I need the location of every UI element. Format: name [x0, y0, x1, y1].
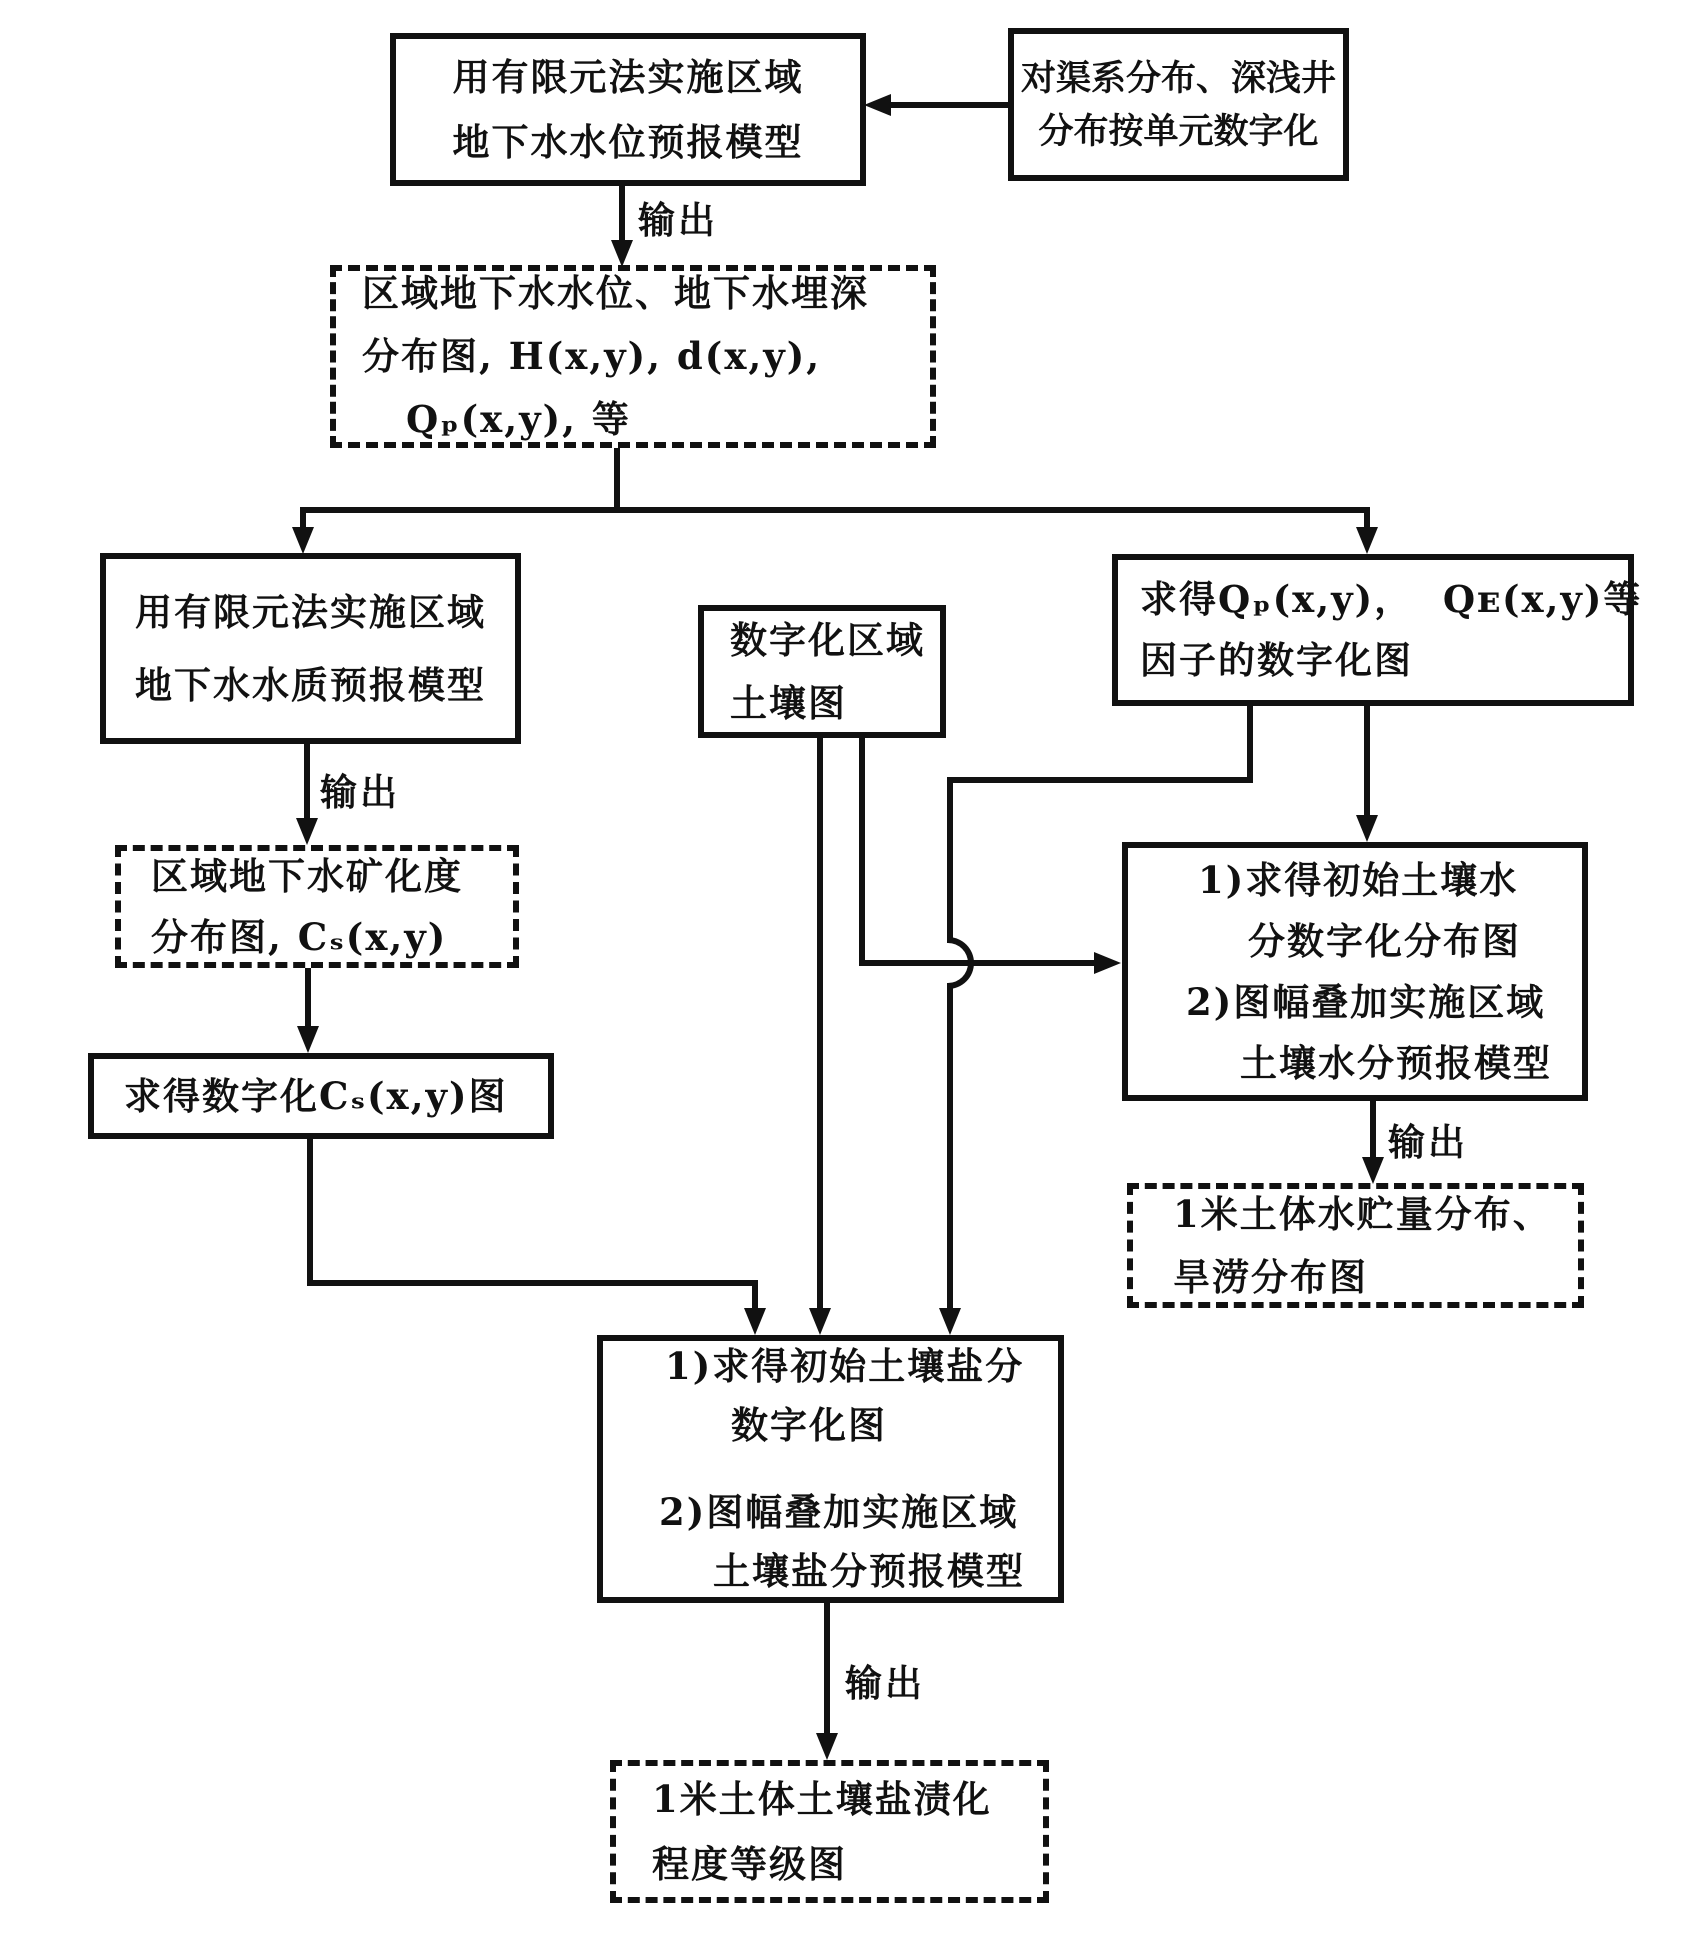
arrowhead-down-icon — [292, 527, 314, 554]
node-text-line: 1米土体土壤盐渍化 — [652, 1776, 992, 1821]
node-text-line: 土壤水分预报模型 — [1240, 1040, 1552, 1085]
edge-cs-drop — [752, 1280, 758, 1310]
edge-soilmap-to-salt — [817, 738, 823, 1310]
edge-digitize-to-waterlevel — [888, 102, 1010, 108]
node-water-storage-map — [1127, 1183, 1584, 1308]
node-text-line: 求得Qₚ(x,y)， Qᴇ(x,y)等 — [1140, 577, 1643, 621]
node-water-quality-model — [100, 553, 521, 744]
edge-qp-drop-upper — [947, 777, 953, 939]
edge-qp-down — [1247, 706, 1253, 783]
arrowhead-down-icon — [816, 1733, 838, 1760]
arrowhead-down-icon — [809, 1308, 831, 1335]
node-soil-water-model — [1122, 842, 1588, 1101]
edge-label-output: 输出 — [1388, 1120, 1468, 1164]
node-soil-salt-model — [597, 1335, 1064, 1603]
edge-cs-horizontal — [307, 1280, 758, 1286]
node-cs-digitized — [88, 1053, 554, 1139]
node-text-line: Qₚ(x,y), 等 — [406, 397, 631, 441]
edge-qp-horizontal — [947, 777, 1253, 783]
node-text-line: 地下水水质预报模型 — [135, 662, 486, 707]
edge-soilwater-to-storage — [1370, 1101, 1376, 1159]
edge-outputmaps-stem — [614, 448, 620, 510]
arrowhead-right-icon — [1094, 952, 1121, 974]
node-salinization-map — [610, 1760, 1049, 1903]
edge-qp-drop-lower — [947, 987, 953, 1309]
node-text-line: 区域地下水矿化度 — [151, 853, 463, 898]
edge-cs-down — [307, 1139, 313, 1286]
node-qp-digitized — [1112, 554, 1643, 706]
node-text-line: 地下水水位预报模型 — [452, 119, 804, 164]
arrowhead-down-icon — [1356, 815, 1378, 842]
edge-label-output: 输出 — [320, 770, 400, 814]
node-text-line: 土壤图 — [730, 680, 847, 725]
node-text-line: 用有限元法实施区域 — [452, 54, 804, 99]
edge-salt-to-salinization — [824, 1603, 830, 1733]
arrowhead-left-icon — [864, 94, 891, 116]
edge-fork-right-drop — [1364, 507, 1370, 529]
node-text-line: 土壤盐分预报模型 — [713, 1549, 1025, 1593]
node-water-level-model — [390, 33, 866, 186]
arrowhead-down-icon — [611, 240, 633, 267]
node-text-line: 旱涝分布图 — [1173, 1254, 1368, 1299]
node-text-line: 分布图, H(x,y), d(x,y), — [362, 334, 822, 378]
node-text-line: 对渠系分布、深浅井 — [1020, 57, 1336, 99]
node-text-line: 数字化图 — [731, 1403, 887, 1447]
node-text-line: 因子的数字化图 — [1140, 638, 1413, 682]
node-text-line: 数字化区域 — [730, 617, 925, 662]
node-text-line: 2)图幅叠加实施区域 — [659, 1490, 1019, 1534]
node-text-line: 2)图幅叠加实施区域 — [1186, 979, 1546, 1024]
node-text-line: 分布图, Cₛ(x,y) — [151, 914, 448, 959]
edge-qp-to-soilwater — [1364, 706, 1370, 818]
edge-mineral-to-cs — [305, 968, 311, 1026]
node-text-line: 区域地下水水位、地下水埋深 — [362, 271, 869, 315]
edge-fork-left-drop — [300, 507, 306, 529]
edge-waterlevel-to-outputmaps — [619, 186, 625, 244]
edge-soilmap-to-soilwater — [859, 960, 1096, 966]
edge-quality-to-mineral — [304, 744, 310, 818]
edge-soilmap-down — [859, 738, 865, 966]
edge-label-output: 输出 — [638, 198, 718, 242]
node-text-line: 1)求得初始土壤水 — [1198, 857, 1519, 902]
arrowhead-down-icon — [1362, 1157, 1384, 1184]
node-text-line: 1)求得初始土壤盐分 — [665, 1344, 1025, 1388]
node-output-maps — [330, 265, 936, 448]
node-mineralization-map — [115, 845, 519, 968]
arrowhead-down-icon — [939, 1308, 961, 1335]
node-text-line: 程度等级图 — [652, 1841, 847, 1886]
node-digitize-units — [1008, 28, 1349, 181]
edge-fork-horizontal — [300, 507, 1370, 513]
node-text-line: 分数字化分布图 — [1248, 918, 1521, 963]
node-text-line: 求得数字化Cₛ(x,y)图 — [124, 1073, 508, 1118]
node-text-line: 用有限元法实施区域 — [135, 589, 486, 634]
line-hop-arc — [947, 937, 974, 989]
arrowhead-down-icon — [1356, 527, 1378, 554]
arrowhead-down-icon — [744, 1308, 766, 1335]
node-soil-map — [698, 605, 946, 738]
node-text-line: 1米土体水贮量分布、 — [1173, 1191, 1552, 1236]
edge-label-output: 输出 — [845, 1661, 925, 1705]
node-text-line: 分布按单元数字化 — [1038, 110, 1319, 152]
arrowhead-down-icon — [296, 818, 318, 845]
arrowhead-down-icon — [297, 1026, 319, 1053]
